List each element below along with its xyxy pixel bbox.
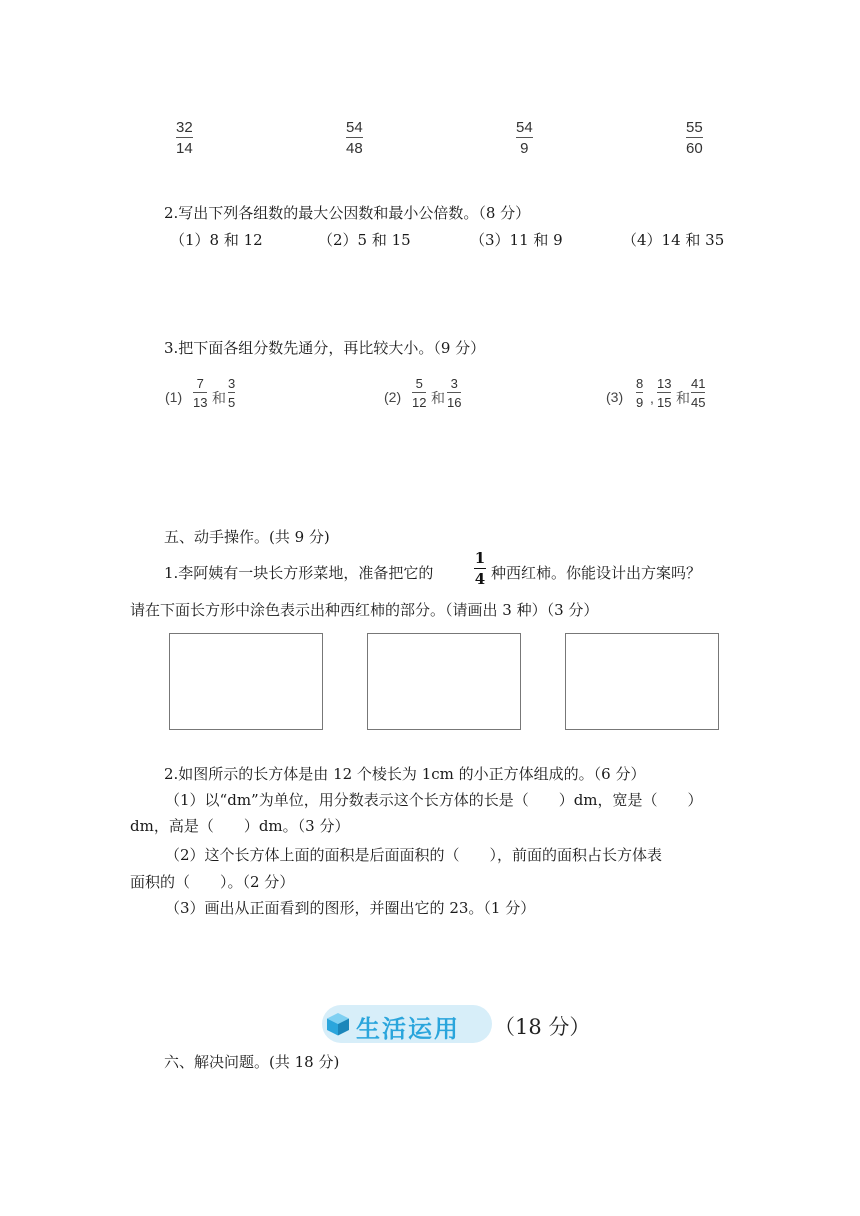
numerator: 13 (657, 376, 672, 391)
fraction-55-60 (686, 120, 703, 156)
q5-1-line1-before: 1.李阿姨有一块长方形菜地，准备把它的 (164, 564, 434, 582)
q3-title: 3.把下面各组分数先通分，再比较大小。（9 分） (164, 339, 486, 357)
numerator: 41 (691, 376, 706, 391)
q2-item-2: （2）5 和 15 (318, 231, 411, 249)
q3-and-2: 和 (431, 390, 445, 406)
q5-2-part3: （3）画出从正面看到的图形，并圈出它的 23。（1 分） (165, 899, 536, 917)
q2-item-3: （3）11 和 9 (470, 231, 563, 249)
denominator: 12 (412, 395, 427, 410)
fraction-13-15 (657, 377, 671, 409)
cube-icon (325, 1011, 351, 1037)
denominator: 16 (447, 395, 462, 410)
q5-2-part1-line1: （1）以“dm”为单位，用分数表示这个长方体的长是（ ）dm，宽是（ ） (165, 791, 703, 809)
drawing-rectangle-3[interactable] (565, 633, 719, 730)
numerator: 54 (346, 119, 363, 136)
numerator: 55 (686, 119, 703, 136)
fraction-3-16 (447, 377, 461, 409)
q2-item-4: （4）14 和 35 (622, 231, 725, 249)
q3-comma: , (650, 390, 654, 406)
fraction-7-13 (193, 377, 207, 409)
fraction-54-48 (346, 120, 363, 156)
numerator: 3 (450, 376, 458, 391)
fraction-3-5 (228, 377, 235, 409)
q3-label-3: (3) (606, 389, 624, 405)
section6-title: 六、解决问题。(共 18 分) (164, 1053, 340, 1071)
fraction-5-12 (412, 377, 426, 409)
banner-score: （18 分） (494, 1015, 591, 1039)
numerator: 8 (636, 376, 644, 391)
q5-1-line2: 请在下面长方形中涂色表示出种西红柿的部分。（请画出 3 种）（3 分） (130, 601, 599, 619)
q3-and-3: 和 (676, 390, 690, 406)
q3-label-1: (1) (165, 389, 183, 405)
q3-and-1: 和 (212, 390, 226, 406)
numerator: 5 (415, 376, 423, 391)
q3-label-2: (2) (384, 389, 402, 405)
drawing-rectangle-1[interactable] (169, 633, 323, 730)
q5-1-line1-after: 种西红柿。你能设计出方案吗？ (491, 564, 702, 582)
denominator: 15 (657, 395, 672, 410)
denominator: 13 (193, 395, 208, 410)
q5-2-part2-line2: 面积的（ ）。（2 分） (130, 873, 295, 891)
denominator: 9 (636, 395, 644, 410)
denominator: 48 (346, 140, 363, 157)
q5-2-part2-line1: （2）这个长方体上面的面积是后面面积的（ ），前面的面积占长方体表 (165, 846, 663, 864)
numerator: 32 (176, 119, 193, 136)
fraction-32-14 (176, 120, 193, 156)
drawing-rectangle-2[interactable] (367, 633, 521, 730)
denominator: 5 (228, 395, 236, 410)
section5-title: 五、动手操作。(共 9 分) (164, 528, 330, 546)
denominator: 9 (520, 140, 529, 157)
numerator: 1 (474, 549, 486, 567)
q2-title: 2.写出下列各组数的最大公因数和最小公倍数。（8 分） (164, 204, 531, 222)
fraction-8-9 (636, 377, 643, 409)
numerator: 54 (516, 119, 533, 136)
fraction-54-9 (516, 120, 533, 156)
denominator: 45 (691, 395, 706, 410)
denominator: 14 (176, 140, 193, 157)
q2-item-1: （1）8 和 12 (170, 231, 263, 249)
numerator: 7 (196, 376, 204, 391)
fraction-41-45 (691, 377, 705, 409)
q5-2-title: 2.如图所示的长方体是由 12 个棱长为 1cm 的小正方体组成的。（6 分） (164, 765, 646, 783)
denominator: 60 (686, 140, 703, 157)
numerator: 3 (228, 376, 236, 391)
q5-2-part1-line2: dm，高是（ ）dm。（3 分） (130, 817, 350, 835)
denominator: 4 (474, 570, 486, 588)
fraction-1-4 (474, 551, 486, 587)
banner-label: 生活运用 (356, 1015, 460, 1043)
